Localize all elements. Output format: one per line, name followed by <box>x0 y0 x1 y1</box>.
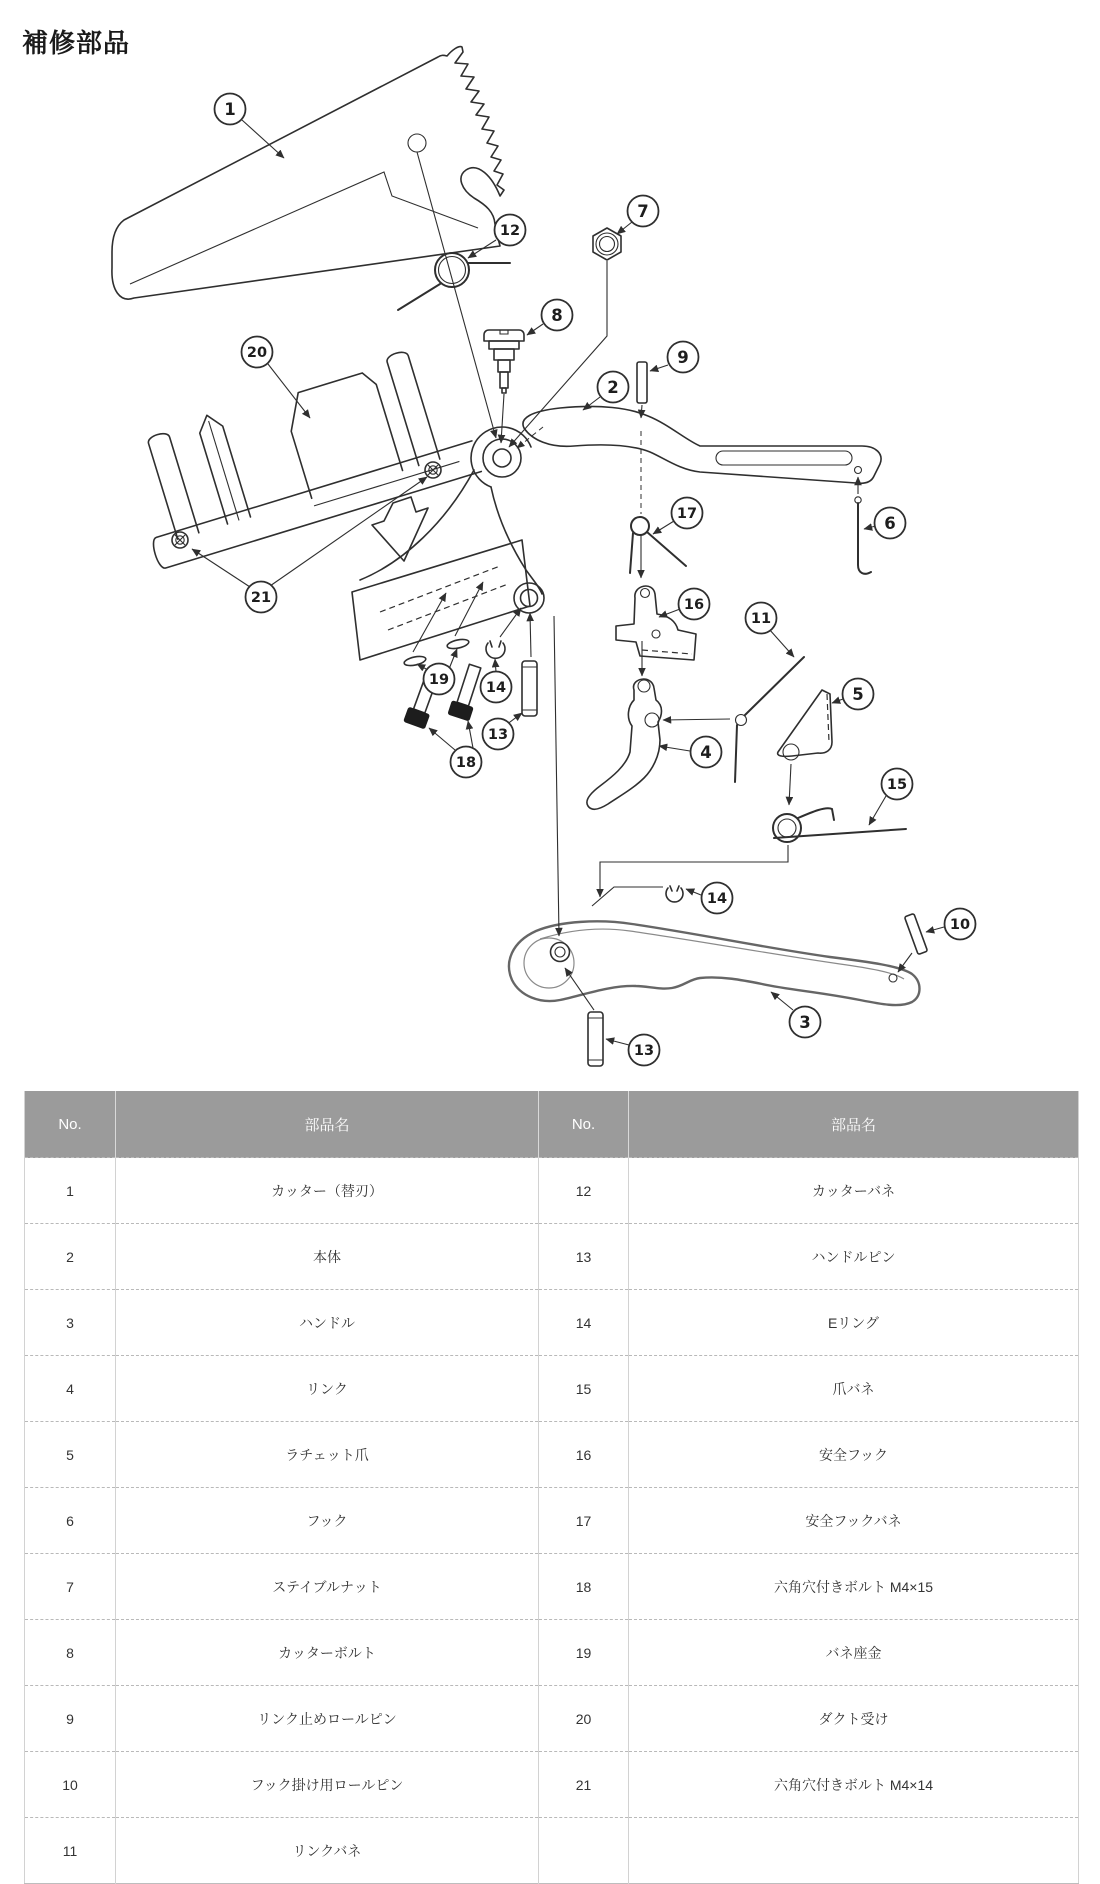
part-number-cell: 8 <box>25 1620 116 1686</box>
spring-washer-a-drawing <box>403 655 426 667</box>
part-name-cell: ハンドル <box>116 1290 539 1356</box>
part-number-cell: 20 <box>539 1686 629 1752</box>
table-header-row <box>25 1091 1079 1158</box>
link-drawing <box>587 679 662 809</box>
svg-text:14: 14 <box>706 891 728 908</box>
svg-text:12: 12 <box>499 223 521 240</box>
part-name-cell: フック掛け用ロールピン <box>116 1752 539 1818</box>
bolt-21-left-head <box>172 532 188 548</box>
cutter-bolt-drawing <box>484 330 524 393</box>
svg-text:9: 9 <box>677 347 689 367</box>
callout-2 <box>598 372 629 403</box>
part-name-cell: リンクバネ <box>116 1818 539 1884</box>
part-number-cell: 15 <box>539 1356 629 1422</box>
table-row <box>25 1554 1079 1620</box>
part-name-cell: リンク <box>116 1356 539 1422</box>
table-row <box>25 1488 1079 1554</box>
hook-drawing <box>855 497 871 574</box>
part-name-cell: カッターバネ <box>629 1158 1079 1224</box>
column-header-name-right: 部品名 <box>629 1091 1079 1158</box>
callout-12 <box>495 215 526 246</box>
part-number-cell: 5 <box>25 1422 116 1488</box>
callout-13a <box>483 719 514 750</box>
svg-text:20: 20 <box>246 345 268 362</box>
svg-text:17: 17 <box>676 506 698 523</box>
part-number-cell: 9 <box>25 1686 116 1752</box>
callout-17 <box>672 498 703 529</box>
callout-7 <box>628 196 659 227</box>
cutter-blade-drawing <box>112 47 504 300</box>
svg-text:10: 10 <box>949 917 971 934</box>
table-row <box>25 1224 1079 1290</box>
handle-drawing <box>509 921 920 1005</box>
part-name-cell: 安全フックバネ <box>629 1488 1079 1554</box>
assembly-leader-lines <box>413 152 912 1010</box>
svg-text:13: 13 <box>487 727 509 744</box>
table-row <box>25 1422 1079 1488</box>
bolt-21-right-head <box>425 462 441 478</box>
column-header-no-right: No. <box>539 1091 629 1158</box>
link-spring-drawing <box>735 657 804 782</box>
table-row <box>25 1290 1079 1356</box>
column-header-no-left: No. <box>25 1091 116 1158</box>
part-number-cell: 10 <box>25 1752 116 1818</box>
part-name-cell: 本体 <box>116 1224 539 1290</box>
svg-text:13: 13 <box>633 1043 655 1060</box>
callout-20 <box>242 337 273 368</box>
svg-text:5: 5 <box>852 684 864 704</box>
ratchet-pawl-drawing <box>778 690 832 760</box>
svg-text:4: 4 <box>700 742 712 762</box>
stable-nut-drawing <box>593 228 621 260</box>
handle-pin-upper-drawing <box>522 661 537 716</box>
part-name-cell: ステイブルナット <box>116 1554 539 1620</box>
part-number-cell: 2 <box>25 1224 116 1290</box>
callout-13b <box>629 1035 660 1066</box>
svg-text:15: 15 <box>886 777 908 794</box>
callout-10 <box>945 909 976 940</box>
hook-roll-pin-drawing <box>904 913 927 954</box>
part-number-cell: 13 <box>539 1224 629 1290</box>
spring-washer-b-drawing <box>446 638 469 650</box>
part-name-cell: 六角穴付きボルト M4×14 <box>629 1752 1079 1818</box>
part-number-cell: 12 <box>539 1158 629 1224</box>
table-row <box>25 1620 1079 1686</box>
main-body-drawing <box>352 406 881 660</box>
part-number-cell: 21 <box>539 1752 629 1818</box>
svg-text:14: 14 <box>485 680 507 697</box>
callout-1 <box>215 94 246 125</box>
table-row <box>25 1356 1079 1422</box>
callout-bubbles <box>215 94 976 1066</box>
svg-text:18: 18 <box>455 755 477 772</box>
svg-text:11: 11 <box>750 611 772 628</box>
link-roll-pin-drawing <box>637 362 647 403</box>
table-row <box>25 1752 1079 1818</box>
svg-text:16: 16 <box>683 597 705 614</box>
part-number-cell: 1 <box>25 1158 116 1224</box>
callout-21 <box>246 582 277 613</box>
callout-9 <box>668 342 699 373</box>
column-header-name-left: 部品名 <box>116 1091 539 1158</box>
table-row <box>25 1686 1079 1752</box>
callout-leader-lines <box>192 120 944 1045</box>
part-name-cell <box>629 1818 1079 1884</box>
part-number-cell: 18 <box>539 1554 629 1620</box>
callout-19 <box>424 664 455 695</box>
callout-18 <box>451 747 482 778</box>
part-number-cell: 17 <box>539 1488 629 1554</box>
part-name-cell: 六角穴付きボルト M4×15 <box>629 1554 1079 1620</box>
part-name-cell: 爪バネ <box>629 1356 1079 1422</box>
part-number-cell: 11 <box>25 1818 116 1884</box>
table-row <box>25 1818 1079 1884</box>
part-name-cell: Eリング <box>629 1290 1079 1356</box>
svg-text:19: 19 <box>428 672 450 689</box>
cutter-spring-drawing <box>398 253 510 310</box>
callout-14b <box>702 883 733 914</box>
part-name-cell: ラチェット爪 <box>116 1422 539 1488</box>
part-name-cell: バネ座金 <box>629 1620 1079 1686</box>
page-title: 補修部品 <box>22 28 131 59</box>
callout-16 <box>679 589 710 620</box>
svg-text:3: 3 <box>799 1012 811 1032</box>
e-ring-upper-drawing <box>486 641 505 658</box>
part-name-cell: カッター（替刃） <box>116 1158 539 1224</box>
handle-pin-lower-drawing <box>588 1012 603 1066</box>
parts-table <box>24 1091 1079 1884</box>
callout-14a <box>481 672 512 703</box>
callout-6 <box>875 508 906 539</box>
part-number-cell: 14 <box>539 1290 629 1356</box>
svg-text:7: 7 <box>637 201 649 221</box>
callout-15 <box>882 769 913 800</box>
part-number-cell: 4 <box>25 1356 116 1422</box>
hex-bolt-b-drawing <box>448 663 486 721</box>
part-number-cell: 3 <box>25 1290 116 1356</box>
part-number-cell: 6 <box>25 1488 116 1554</box>
table-row <box>25 1158 1079 1224</box>
part-name-cell: ダクト受け <box>629 1686 1079 1752</box>
part-name-cell: 安全フック <box>629 1422 1079 1488</box>
svg-text:8: 8 <box>551 305 563 325</box>
svg-text:6: 6 <box>884 513 896 533</box>
callout-8 <box>542 300 573 331</box>
svg-text:21: 21 <box>250 590 272 607</box>
svg-text:1: 1 <box>224 99 236 119</box>
part-name-cell: カッターボルト <box>116 1620 539 1686</box>
e-ring-lower-drawing <box>666 886 683 902</box>
pawl-spring-drawing <box>773 808 906 842</box>
callout-3 <box>790 1007 821 1038</box>
part-name-cell: ハンドルピン <box>629 1224 1079 1290</box>
part-number-cell <box>539 1818 629 1884</box>
svg-text:2: 2 <box>607 377 619 397</box>
callout-11 <box>746 603 777 634</box>
callout-4 <box>691 737 722 768</box>
part-name-cell: フック <box>116 1488 539 1554</box>
part-number-cell: 16 <box>539 1422 629 1488</box>
part-name-cell: リンク止めロールピン <box>116 1686 539 1752</box>
part-number-cell: 19 <box>539 1620 629 1686</box>
callout-5 <box>843 679 874 710</box>
part-number-cell: 7 <box>25 1554 116 1620</box>
insert-direction-arrow <box>372 497 428 561</box>
